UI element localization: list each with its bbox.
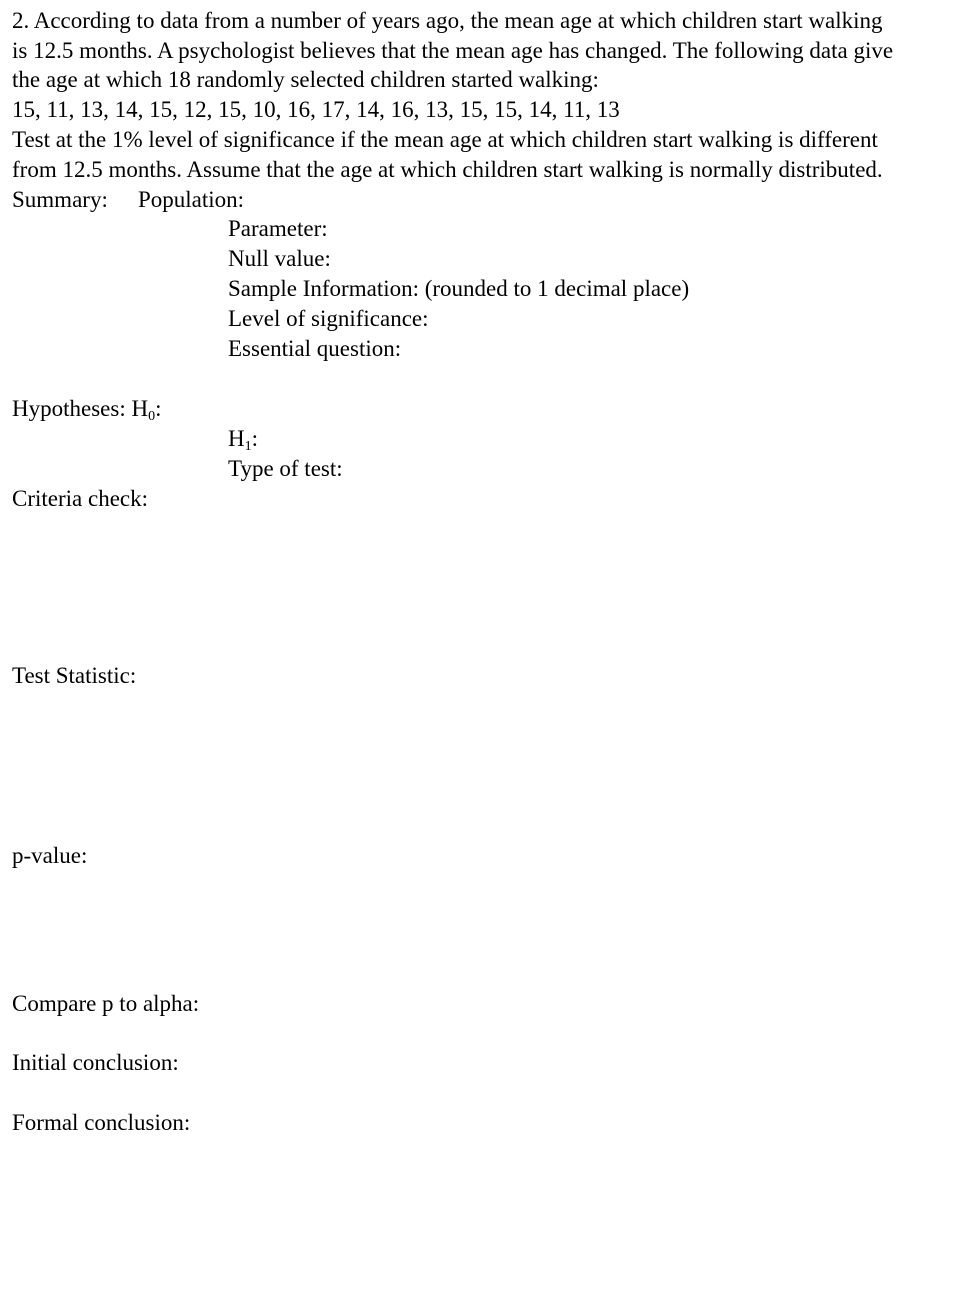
h0-colon: : <box>155 396 162 421</box>
type-of-test-label: Type of test: <box>228 456 343 481</box>
problem-line-6: from 12.5 months. Assume that the age at which children start walking is normally distributed. <box>12 157 883 182</box>
hypotheses-label-text: Hypotheses: H <box>12 396 149 421</box>
null-value-label: Null value: <box>228 246 331 271</box>
h1-colon: : <box>251 426 259 451</box>
level-of-significance-label: Level of significance: <box>228 306 429 331</box>
criteria-check-label: Criteria check: <box>12 486 149 511</box>
problem-line-3: the age at which 18 randomly selected children started walking: <box>12 67 599 92</box>
compare-p-alpha-label: Compare p to alpha: <box>12 991 200 1016</box>
initial-conclusion-label: Initial conclusion: <box>12 1050 179 1075</box>
sample-information-label: Sample Information: (rounded to 1 decimal place) <box>228 276 690 301</box>
problem-line-5: Test at the 1% level of significance if the mean age at which children start walking is different <box>12 127 878 152</box>
population-label: Population: <box>138 187 245 212</box>
h1-subscript: 1 <box>244 439 252 454</box>
h1-label <box>228 424 258 454</box>
problem-line-2: is 12.5 months. A psychologist believes that the mean age has changed. The following data give <box>12 38 894 63</box>
test-statistic-label: Test Statistic: <box>12 663 137 688</box>
essential-question-label: Essential question: <box>228 336 402 361</box>
formal-conclusion-label: Formal conclusion: <box>12 1110 191 1135</box>
hypotheses-h0-label <box>12 394 161 424</box>
h0-subscript: 0 <box>148 409 156 424</box>
parameter-label: Parameter: <box>228 216 328 241</box>
p-value-label: p-value: <box>12 843 88 868</box>
data-values-line: 15, 11, 13, 14, 15, 12, 15, 10, 16, 17, 14, 16, 13, 15, 15, 14, 11, 13 <box>12 97 620 122</box>
summary-label: Summary: <box>12 187 108 212</box>
h1-letter: H <box>228 426 245 451</box>
problem-line-1: 2. According to data from a number of years ago, the mean age at which children start walking <box>12 8 883 33</box>
